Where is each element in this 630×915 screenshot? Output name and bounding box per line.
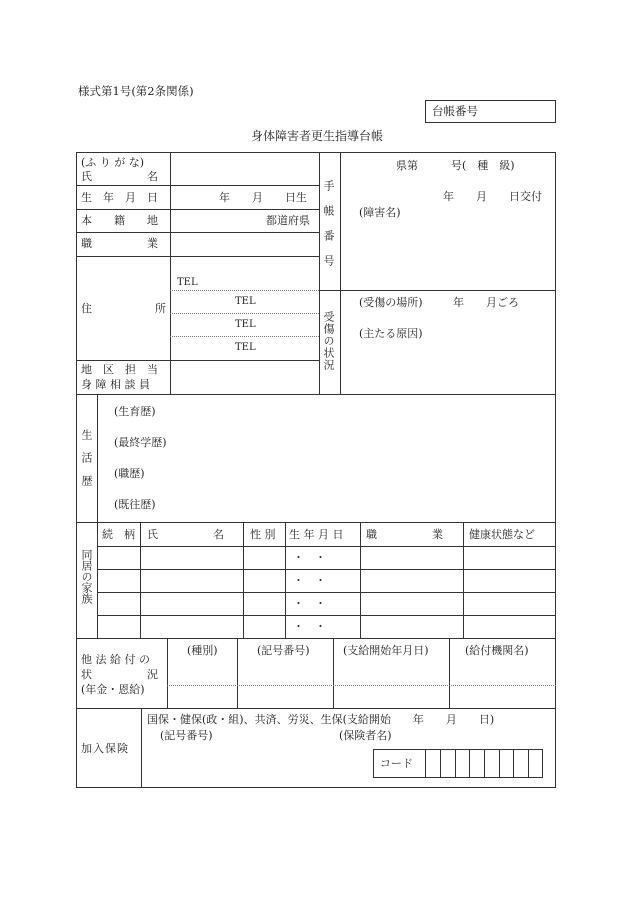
grid-line xyxy=(449,638,450,708)
grid-line xyxy=(97,569,556,570)
upbringing-label: (生育歴) xyxy=(114,405,156,418)
tel-label: TEL xyxy=(235,342,256,353)
family-header-occupation: 職 業 xyxy=(366,528,443,541)
grid-line xyxy=(463,522,464,638)
grid-line xyxy=(237,638,238,708)
name-label: 氏 名 xyxy=(81,170,158,183)
injury-status-label: 受傷の状況 xyxy=(322,311,335,371)
grid-line xyxy=(76,638,556,639)
grid-line xyxy=(76,522,556,523)
birthdate-label: 生 年 月 日 xyxy=(81,191,158,204)
code-digit-cell[interactable] xyxy=(425,749,441,778)
grid-line xyxy=(319,290,556,291)
family-label: 同居の家族 xyxy=(80,549,93,604)
code-digit-cell[interactable] xyxy=(470,749,485,778)
grid-line xyxy=(97,592,556,593)
benefit-header-type: (種別) xyxy=(187,644,218,657)
benefits-label-line1: 他 法 給 付 の xyxy=(81,653,150,666)
benefit-header-start-date: (支給開始年月日) xyxy=(343,644,429,657)
grid-line xyxy=(76,185,319,186)
disability-name-label: (障害名) xyxy=(359,206,401,219)
job-history-label: (職歴) xyxy=(114,467,145,480)
tel-label: TEL xyxy=(235,319,256,330)
benefit-header-number: (記号番号) xyxy=(257,644,310,657)
family-header-relation: 続 柄 xyxy=(102,528,135,541)
benefits-label-line3: (年金・恩給) xyxy=(81,683,145,696)
insurance-symbol-label: (記号番号) xyxy=(160,729,213,742)
injury-date-text: 年 月ごろ xyxy=(453,296,519,309)
medical-history-label: (既往歴) xyxy=(114,498,156,511)
code-label: コード xyxy=(380,757,413,770)
birthdate-dots: ・ ・ xyxy=(293,574,326,587)
family-header-birthdate: 生 年 月 日 xyxy=(289,528,344,541)
code-digit-cell[interactable] xyxy=(514,749,529,778)
furigana-label: (ふ り が な) xyxy=(81,156,145,169)
grid-line xyxy=(360,522,361,638)
benefit-dotted-line xyxy=(167,685,556,686)
code-digit-cell[interactable] xyxy=(485,749,500,778)
grid-line xyxy=(76,708,556,709)
grid-line xyxy=(140,522,141,638)
grid-line xyxy=(76,360,319,361)
page-title: 身体障害者更生指導台帳 xyxy=(251,129,384,143)
tel-dotted-line xyxy=(170,290,319,291)
code-digit-cell[interactable] xyxy=(500,749,514,778)
education-label: (最終学歴) xyxy=(114,436,167,449)
family-header-health: 健康状態など xyxy=(469,528,535,541)
grid-line xyxy=(319,152,320,394)
injury-place-label: (受傷の場所) xyxy=(359,296,423,309)
tel-dotted-line xyxy=(170,313,319,314)
grid-line xyxy=(243,522,244,638)
grid-line xyxy=(76,209,319,210)
grid-line xyxy=(97,546,556,547)
insurance-label: 加入保険 xyxy=(81,742,129,755)
grid-line xyxy=(340,152,341,394)
grid-line xyxy=(97,615,556,616)
benefit-header-agency: (給付機関名) xyxy=(465,644,529,657)
tel-label: TEL xyxy=(235,296,256,307)
injury-cause-label: (主たる原因) xyxy=(359,327,423,340)
form-number-label: 様式第1号(第2条関係) xyxy=(78,84,194,98)
family-header-sex: 性 別 xyxy=(250,528,276,541)
code-digit-cell[interactable] xyxy=(456,749,470,778)
family-header-name: 氏 名 xyxy=(147,528,224,541)
address-label-left: 住 xyxy=(81,302,92,315)
birthdate-value: 年 月 日生 xyxy=(219,191,307,204)
insurance-types-text: 国保・健保(政・組)、共済、労災、生保(支給開始 年 月 日) xyxy=(147,713,495,726)
handbook-number-label: 手帳番号 xyxy=(322,180,335,280)
insurer-name-label: (保険者名) xyxy=(339,729,392,742)
ledger-number-label: 台帳番号 xyxy=(432,104,478,118)
grid-line xyxy=(76,256,319,257)
grid-line xyxy=(76,394,556,395)
counselor-label-line2: 身 障 相 談 員 xyxy=(81,378,150,391)
benefits-label-line2: 状 況 xyxy=(81,668,158,681)
prefecture-number-text: 県第 号( 種 級) xyxy=(396,159,515,172)
address-label-right: 所 xyxy=(155,302,166,315)
grid-line xyxy=(285,522,286,638)
tel-dotted-line xyxy=(170,336,319,337)
birthdate-dots: ・ ・ xyxy=(293,597,326,610)
domicile-label: 本 籍 地 xyxy=(81,214,158,227)
code-digit-cell[interactable] xyxy=(529,749,543,778)
code-digit-cell[interactable] xyxy=(441,749,456,778)
grid-line xyxy=(97,394,98,638)
tel-label: TEL xyxy=(177,277,198,288)
birthdate-dots: ・ ・ xyxy=(293,551,326,564)
grid-line xyxy=(76,232,319,233)
life-history-label: 生活歴 xyxy=(80,429,93,498)
counselor-label-line1: 地 区 担 当 xyxy=(81,363,158,376)
grid-line xyxy=(333,638,334,708)
domicile-value: 都道府県 xyxy=(266,214,310,227)
grid-line xyxy=(141,708,142,788)
grid-line xyxy=(167,638,168,708)
occupation-label: 職 業 xyxy=(81,237,158,250)
issue-date-text: 年 月 日交付 xyxy=(443,190,542,203)
birthdate-dots: ・ ・ xyxy=(293,620,326,633)
grid-line xyxy=(170,152,171,394)
